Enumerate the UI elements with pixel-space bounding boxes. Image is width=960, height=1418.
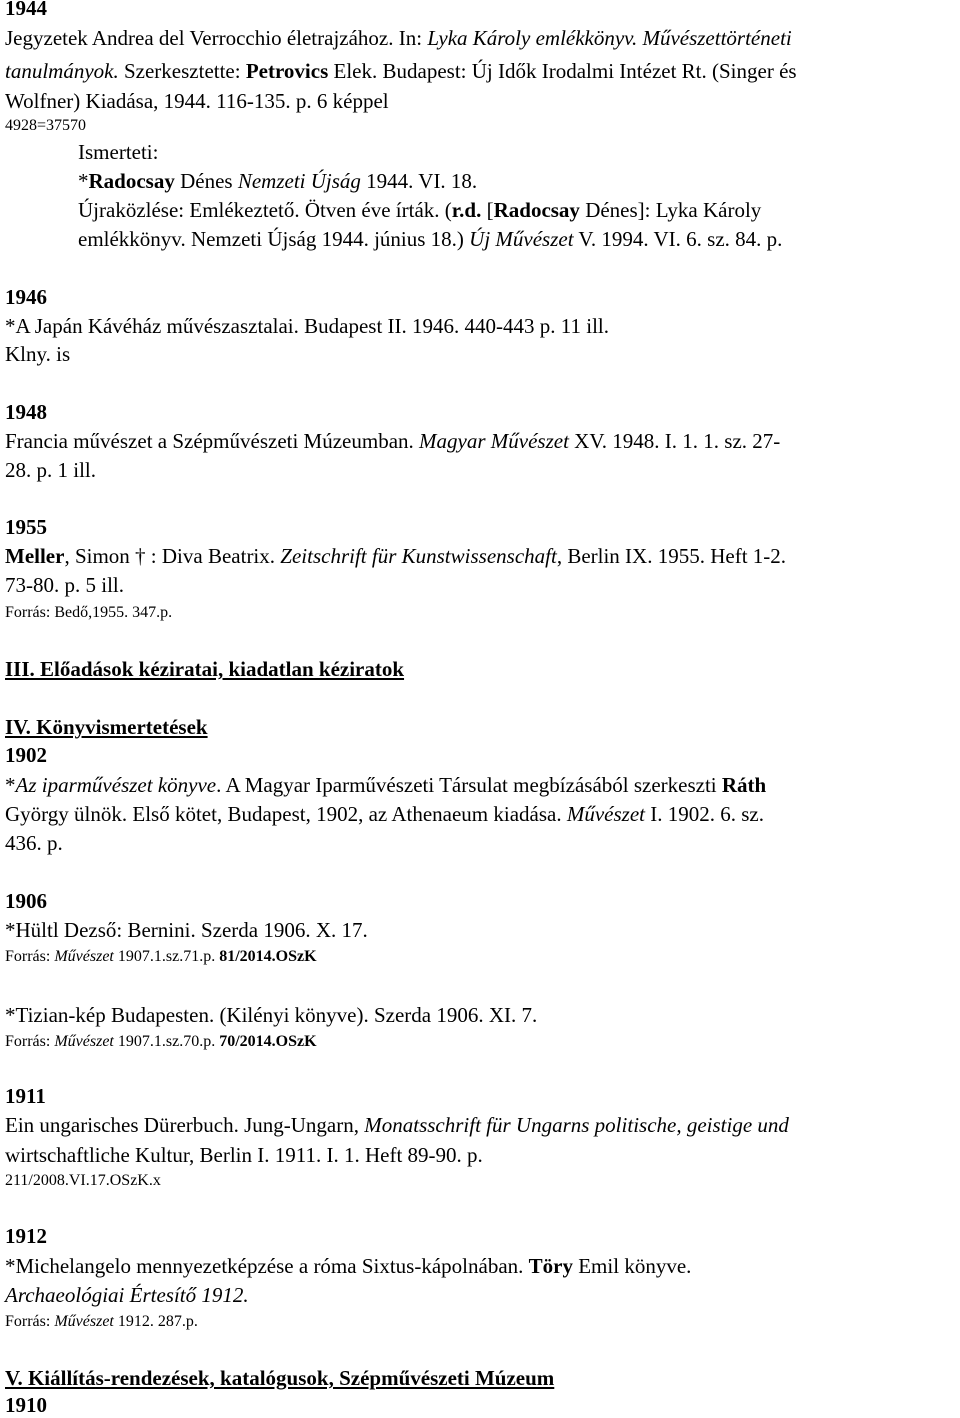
- year-heading: 1912: [5, 1224, 47, 1248]
- bib-entry: 73-80. p. 5 ill.: [5, 573, 124, 597]
- section-heading: IV. Könyvismertetések: [5, 715, 208, 739]
- bib-entry: Klny. is: [5, 342, 71, 366]
- bib-entry: Archaeológiai Értesítő 1912.: [5, 1283, 249, 1307]
- bib-entry: Ein ungarisches Dürerbuch. Jung-Ungarn, Monatsschrift für Ungarns politische, geistige und: [5, 1113, 789, 1137]
- year-heading: 1944: [5, 0, 47, 20]
- bib-entry: György ülnök. Első kötet, Budapest, 1902, az Athenaeum kiadása. Művészet I. 1902. 6. sz.: [5, 802, 764, 826]
- bib-entry: 28. p. 1 ill.: [5, 458, 97, 482]
- bib-entry: Wolfner) Kiadása, 1944. 116-135. p. 6 képpel: [5, 89, 389, 113]
- source-note: Forrás: Művészet 1912. 287.p.: [5, 1313, 198, 1330]
- bib-entry: *A Japán Kávéház művészasztalai. Budapest II. 1946. 440-443 p. 11 ill.: [5, 314, 609, 338]
- bib-entry: *Az iparművészet könyve. A Magyar Iparművészeti Társulat megbízásából szerkeszti Ráth: [5, 773, 767, 797]
- year-heading: 1955: [5, 515, 47, 539]
- bib-entry: *Hültl Dezső: Bernini. Szerda 1906. X. 17.: [5, 918, 368, 942]
- section-heading: III. Előadások kéziratai, kiadatlan kéziratok: [5, 657, 405, 681]
- bib-entry: Meller, Simon † : Diva Beatrix. Zeitschrift für Kunstwissenschaft, Berlin IX. 1955. Heft 1-2.: [5, 544, 787, 568]
- bib-entry: Jegyzetek Andrea del Verrocchio életrajzához. In: Lyka Károly emlékkönyv. Művészettörténeti: [5, 26, 792, 50]
- catalog-number: 4928=37570: [5, 117, 87, 134]
- source-note: Forrás: Bedő,1955. 347.p.: [5, 604, 173, 621]
- bib-entry: 436. p.: [5, 831, 63, 855]
- catalog-number: 211/2008.VI.17.OSzK.x: [5, 1172, 161, 1189]
- source-note: Forrás: Művészet 1907.1.sz.71.p. 81/2014.OSzK: [5, 948, 317, 965]
- bib-entry: tanulmányok. Szerkesztette: Petrovics Elek. Budapest: Új Idők Irodalmi Intézet Rt. (Singer és: [5, 59, 797, 83]
- review-label: Ismerteti:: [78, 140, 159, 164]
- year-heading: 1948: [5, 400, 47, 424]
- section-heading: V. Kiállítás-rendezések, katalógusok, Szépművészeti Múzeum: [5, 1366, 555, 1390]
- review-entry: emlékkönyv. Nemzeti Újság 1944. június 18.) Új Művészet V. 1994. VI. 6. sz. 84. p.: [78, 227, 783, 251]
- year-heading: 1911: [5, 1084, 46, 1108]
- year-heading: 1906: [5, 889, 47, 913]
- bib-entry: *Tizian-kép Budapesten. (Kilényi könyve). Szerda 1906. XI. 7.: [5, 1003, 538, 1027]
- year-heading: 1946: [5, 285, 47, 309]
- bib-entry: wirtschaftliche Kultur, Berlin I. 1911. I. 1. Heft 89-90. p.: [5, 1143, 483, 1167]
- review-entry: Újraközlése: Emlékeztető. Ötven éve írták. (r.d. [Radocsay Dénes]: Lyka Károly: [78, 198, 762, 222]
- source-note: Forrás: Művészet 1907.1.sz.70.p. 70/2014.OSzK: [5, 1033, 317, 1050]
- bib-entry: *Michelangelo mennyezetképzése a róma Sixtus-kápolnában. Töry Emil könyve.: [5, 1254, 692, 1278]
- review-entry: *Radocsay Dénes Nemzeti Újság 1944. VI. 18.: [78, 169, 478, 193]
- year-heading: 1902: [5, 743, 47, 767]
- year-heading: 1910: [5, 1393, 47, 1417]
- bib-entry: Francia művészet a Szépművészeti Múzeumban. Magyar Művészet XV. 1948. I. 1. 1. sz. 27-: [5, 429, 781, 453]
